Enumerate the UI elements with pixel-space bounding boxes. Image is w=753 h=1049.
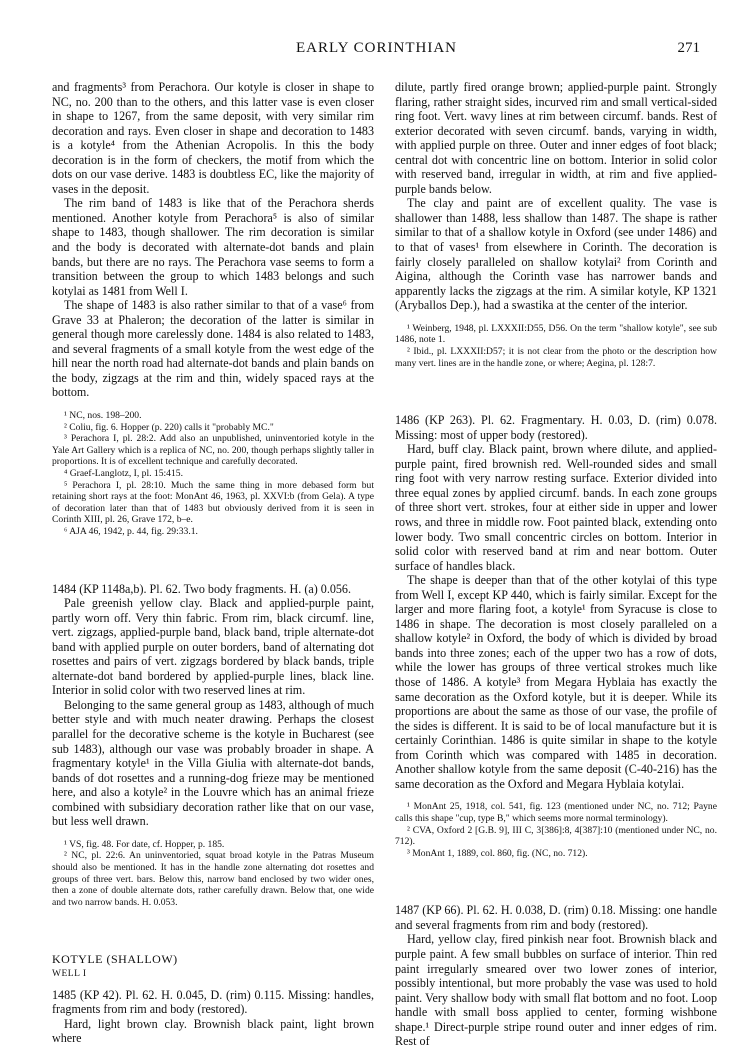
footnote: ⁶ AJA 46, 1942, p. 44, fig. 29:33.1.: [64, 525, 198, 537]
paragraph: Belonging to the same general group as 1483, although of much better style and with much neater drawing. Perhaps the closest parallel for the decorative scheme is the kotyle in Bucharest (see sub 1483), although our vase was probably broader in shape. A fragmentary kotyle¹ in the Villa Giulia with alternate-dot bands, bands of dot rosettes and a running-dog frieze may be mentioned here, and also a kotyle² in the Louvre which has an animal frieze combined with subsidiary decoration rather like that on our vase, but less well drawn.: [52, 697, 375, 829]
footnote: ³ Perachora I, pl. 28:2. Add also an unpublished, uninventoried kotyle in the Yale Art Gallery which is a replica of NC, no. 200, though perhaps slightly taller in proportions. It is of excellent technique and carefully decorated.: [52, 433, 374, 468]
footnotes: [395, 323, 717, 369]
footnote: ² Coliu, fig. 6. Hopper (p. 220) calls it "probably MC.": [64, 421, 274, 433]
paragraph: Hard, yellow clay, fired pinkish near foot. Brownish black and purple paint. A few small bubbles on surface of interior. Thin red paint irregularly smeared over two lower zones of interior, possibly intentional, but more probably the vase was used to hold paint. Very shallow body with small flat bottom and no foot. Loop handle with small boss applied to center, forming wishbone shape.¹ Direct-purple stripe round outer and inner edges of rim. Rest of: [395, 932, 717, 1049]
paragraph: The shape of 1483 is also rather similar to that of a vase⁶ from Grave 33 at Phaleron; the decoration of the latter is similar in general though more carelessly done. 1484 is also related to 1483, and several fragments of a small kotyle from the west edge of the hill near the north road had alternate-dot bands and plain bands on the body, zigzags at the rim and thin, widely spaced rays at the bottom.: [52, 298, 374, 400]
footnotes: [52, 410, 374, 538]
paragraph: Pale greenish yellow clay. Black and applied-purple paint, partly worn off. Very thin fabric. From rim, black circumf. line, vert. zigzags, applied-purple band, black band, triple alternate-dot band with applied purple on outer borders, band of alternating dot rosettes and pairs of vert. zigzags bordered by black bands, triple alternate-dot band bordered by applied-purple lines, black line. Interior in solid color with two reserved lines at rim.: [52, 596, 374, 698]
right-column: [395, 80, 717, 1049]
left-column: [52, 80, 375, 1046]
footnote: ² NC, pl. 22:6. An uninventoried, squat broad kotyle in the Patras Museum should also be mentioned. It has in the handle zone alternating dot rosettes and groups of three vert. bars. Below this, narrow band enclosed by two wider ones, then a zone of double alternate dots, rather carefully drawn. Below that, one wide and two narrow bands. H. 0.053.: [52, 850, 374, 908]
paragraph: Hard, buff clay. Black paint, brown where dilute, and applied-purple paint, fired brownish red. Well-rounded sides and small ring foot with very narrow resting surface. Exterior divided into three equal zones by applied circumf. bands. In each zone groups of three short vert. strokes, four at either side in upper and lower rows, and three in middle row. Foot painted black, extending onto lower body. Two small concentric circles on bottom. Interior in solid color with reserved band at rim and near bottom. Outer surface of handles black.: [395, 442, 717, 573]
catalogue-entry-1487: 1487 (KP 66). Pl. 62. H. 0.038, D. (rim) 0.18. Missing: one handle and several fragments from rim and body (restored).: [395, 903, 717, 932]
footnote: ¹ MonAnt 25, 1918, col. 541, fig. 123 (mentioned under NC, no. 712; Payne calls this shape "cup, type B," which seems more normal terminology).: [395, 801, 717, 824]
catalogue-entry-1486: 1486 (KP 263). Pl. 62. Fragmentary. H. 0.03, D. (rim) 0.078. Missing: most of upper body (restored).: [395, 413, 717, 442]
catalogue-entry-1484: 1484 (KP 1148a,b). Pl. 62. Two body fragments. H. (a) 0.056.: [52, 581, 352, 596]
paragraph: The rim band of 1483 is like that of the Perachora sherds mentioned. Another kotyle from Perachora⁵ is also of similar shape to 1483, though shallower. The rim decoration is similar and the body is decorated with alternate-dot bands and plain bands, but there are no rays. The Perachora vase seems to form a transition between the group to which 1483 belongs and such kotylai as 1481 from Well I.: [52, 196, 374, 298]
footnotes: [52, 839, 374, 909]
paragraph: and fragments³ from Perachora. Our kotyle is closer in shape to NC, no. 200 than to the others, and this latter vase is even closer in shape to 1267, from the same deposit, with very similar rim decoration and rays. Even closer in shape and decoration to 1483 is a kotyle⁴ from the Athenian Acropolis. In this the body decoration is in the form of checkers, the motif from which the dots on our vase derive. 1483 is doubtless EC, like the majority of vases in the deposit.: [52, 80, 374, 196]
footnote: ¹ VS, fig. 48. For date, cf. Hopper, p. 185.: [64, 838, 225, 850]
section-subtitle: WELL I: [52, 968, 87, 979]
footnote: ⁴ Graef-Langlotz, I, pl. 15:415.: [64, 468, 183, 479]
footnotes: [395, 801, 717, 859]
footnote: ¹ Weinberg, 1948, pl. LXXXII:D55, D56. On the term "shallow kotyle", see sub 1486, note 1.: [395, 322, 717, 346]
footnote: ⁵ Perachora I, pl. 28:10. Much the same thing in more debased form but retaining short rays at the foot: MonAnt 46, 1963, pl. XXVI:b (from Gela). A type of decoration later than that of 1483 but obviously derived from it is seen in Corinth XIII, pl. 26, Grave 172, b–e.: [52, 479, 374, 526]
page-header: [0, 40, 753, 60]
catalogue-entry-1485: 1485 (KP 42). Pl. 62. H. 0.045, D. (rim) 0.115. Missing: handles, fragments from rim and body (restored).: [52, 987, 374, 1017]
section-title: KOTYLE (SHALLOW): [52, 952, 178, 967]
paragraph: The clay and paint are of excellent quality. The vase is shallower than 1488, less shallow than 1487. The shape is rather similar to that of a shallow kotyle in Oxford (see under 1486) and to that of vases¹ from elsewhere in Corinth. The decoration is fairly closely paralleled on shallow kotylai² from Corinth and Aigina, although the Corinth vase has narrower bands and apparently lacks the zigzags at the rim. A similar kotyle, KP 1321 (Aryballos Dep.), had a swastika at the center of the interior.: [395, 196, 717, 313]
paragraph: The shape is deeper than that of the other kotylai of this type from Well I, except KP 440, which is fairly similar. Except for the larger and more flaring foot, a kotyle¹ from Syracuse is close to 1486 in shape. The decoration is most closely paralleled on a shallow kotyle² in Oxford, the body of which is divided by broad bands into three zones; each of the upper two has a row of dots, while the lower has groups of three vertical strokes much like those of 1486. A kotyle³ from Megara Hyblaia has exactly the same decoration as the Oxford kotyle, but it is deeper. While its proportions are about the same as those of our vase, the profile of the sides is different. It is said to be of local manufacture but it is certainly Corinthian. 1486 is quite similar in shape to the kotyle from Corinth which was compared with 1485 in decoration. Another shallow kotyle from the same deposit (C-40-216) has the same decoration as the Oxford and Megara Hyblaia kotylai.: [395, 573, 717, 791]
paragraph: Hard, light brown clay. Brownish black paint, light brown where: [52, 1016, 374, 1046]
paragraph: dilute, partly fired orange brown; applied-purple paint. Strongly flaring, rather straight sides, incurved rim and small vertical-sided ring foot. Vert. wavy lines at rim between circumf. bands. Rest of exterior decorated with seven circumf. bands, varying in width, with applied purple on three. Outer and inner edges of foot black; central dot with concentric line on bottom. Interior in solid color with reserved band, irregular in width, at rim and five applied-purple bands below.: [395, 80, 717, 196]
footnote: ¹ NC, nos. 198–200.: [64, 410, 142, 422]
footnote: ³ MonAnt 1, 1889, col. 860, fig. (NC, no. 712).: [407, 847, 588, 859]
footnote: ² Ibid., pl. LXXXII:D57; it is not clear from the photo or the description how many vert. lines are in the handle zone, or where; Aegina, pl. 128:7.: [395, 345, 717, 369]
page-number: 271: [677, 40, 700, 56]
running-title: EARLY CORINTHIAN: [295, 40, 457, 56]
footnote: ² CVA, Oxford 2 [G.B. 9], III C, 3[386]:8, 4[387]:10 (mentioned under NC, no. 712).: [395, 824, 717, 848]
